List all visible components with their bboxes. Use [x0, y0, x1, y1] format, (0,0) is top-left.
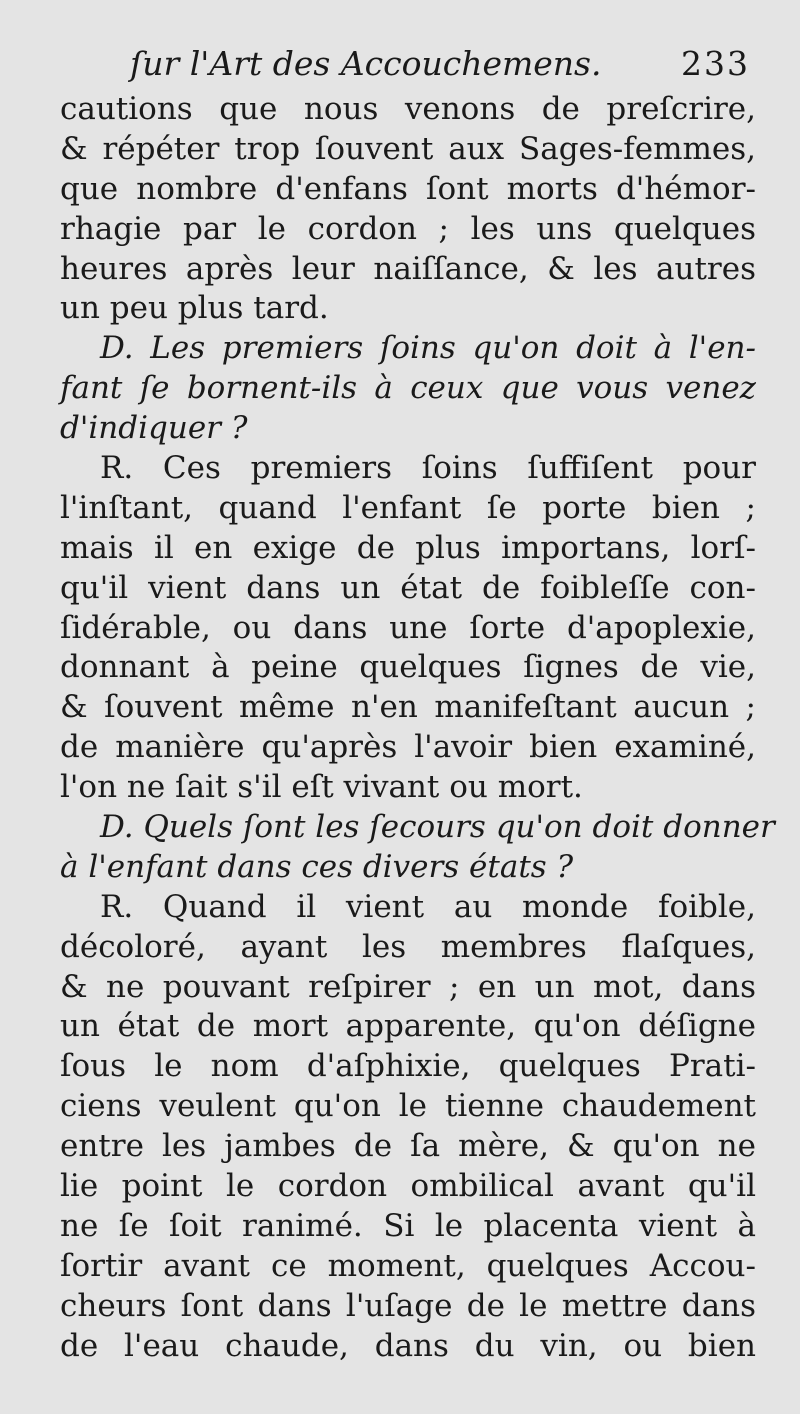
- text-line: que nombre d'enfans ſont morts d'hémor-: [60, 170, 756, 207]
- text-line: cautions que nous venons de preſcrire,: [60, 91, 756, 127]
- text-line: décoloré, ayant les membres flaſques,: [60, 928, 756, 965]
- text-line: heures après leur naiſſance, & les autres: [60, 250, 756, 287]
- text-line: ne ſe ſoit ranimé. Si le placenta vient à: [60, 1207, 756, 1244]
- text-line: ſortir avant ce moment, quelques Accou-: [60, 1247, 756, 1284]
- text-line: l'inſtant, quand l'enfant ſe porte bien ;: [60, 489, 756, 526]
- answer-line: R. Ces premiers ſoins ſuffiſent pour: [100, 450, 756, 487]
- text-line: ſous le nom d'aſphixie, quelques Prati-: [60, 1048, 756, 1085]
- text-line: mais il en exige de plus importans, lorſ-: [60, 529, 756, 566]
- text-line: un état de mort apparente, qu'on déſigne: [60, 1008, 756, 1045]
- text-line: & répéter trop ſouvent aux Sages-femmes,: [60, 130, 756, 167]
- text-line: cheurs ſont dans l'uſage de le mettre dans: [60, 1287, 756, 1324]
- answer-line: R. Quand il vient au monde foible,: [100, 888, 756, 925]
- text-line: & ſouvent même n'en manifeſtant aucun ;: [60, 689, 756, 726]
- text-line: ſidérable, ou dans une ſorte d'apoplexie,: [60, 609, 756, 646]
- question-line: d'indiquer ?: [60, 410, 248, 447]
- question-line: D. Quels ſont les ſecours qu'on doit donner: [100, 809, 775, 846]
- text-line: rhagie par le cordon ; les uns quelques: [60, 210, 756, 247]
- text-line: ciens veulent qu'on le tienne chaudement: [60, 1088, 756, 1125]
- question-line: à l'enfant dans ces divers états ?: [60, 848, 574, 885]
- text-line: donnant à peine quelques ſignes de vie,: [60, 649, 756, 686]
- running-title: ſur l'Art des Accouchemens.: [130, 44, 602, 83]
- text-line: un peu plus tard.: [60, 290, 329, 327]
- question-line: fant ſe bornent-ils à ceux que vous venez: [60, 370, 756, 407]
- text-line: & ne pouvant reſpirer ; en un mot, dans: [60, 968, 756, 1005]
- text-line: entre les jambes de ſa mère, & qu'on ne: [60, 1128, 756, 1165]
- text-line: lie point le cordon ombilical avant qu'il: [60, 1168, 756, 1205]
- page-body: [60, 90, 775, 1367]
- question-line: D. Les premiers ſoins qu'on doit à l'en-: [100, 330, 756, 367]
- text-line: de l'eau chaude, dans du vin, ou bien: [60, 1327, 756, 1364]
- running-head: [60, 38, 756, 90]
- text-line: de manière qu'après l'avoir bien examiné,: [60, 729, 756, 766]
- text-line: l'on ne ſait s'il eſt vivant ou mort.: [60, 769, 583, 806]
- page-number: 233: [681, 44, 750, 83]
- text-line: qu'il vient dans un état de foibleſſe con-: [60, 569, 756, 606]
